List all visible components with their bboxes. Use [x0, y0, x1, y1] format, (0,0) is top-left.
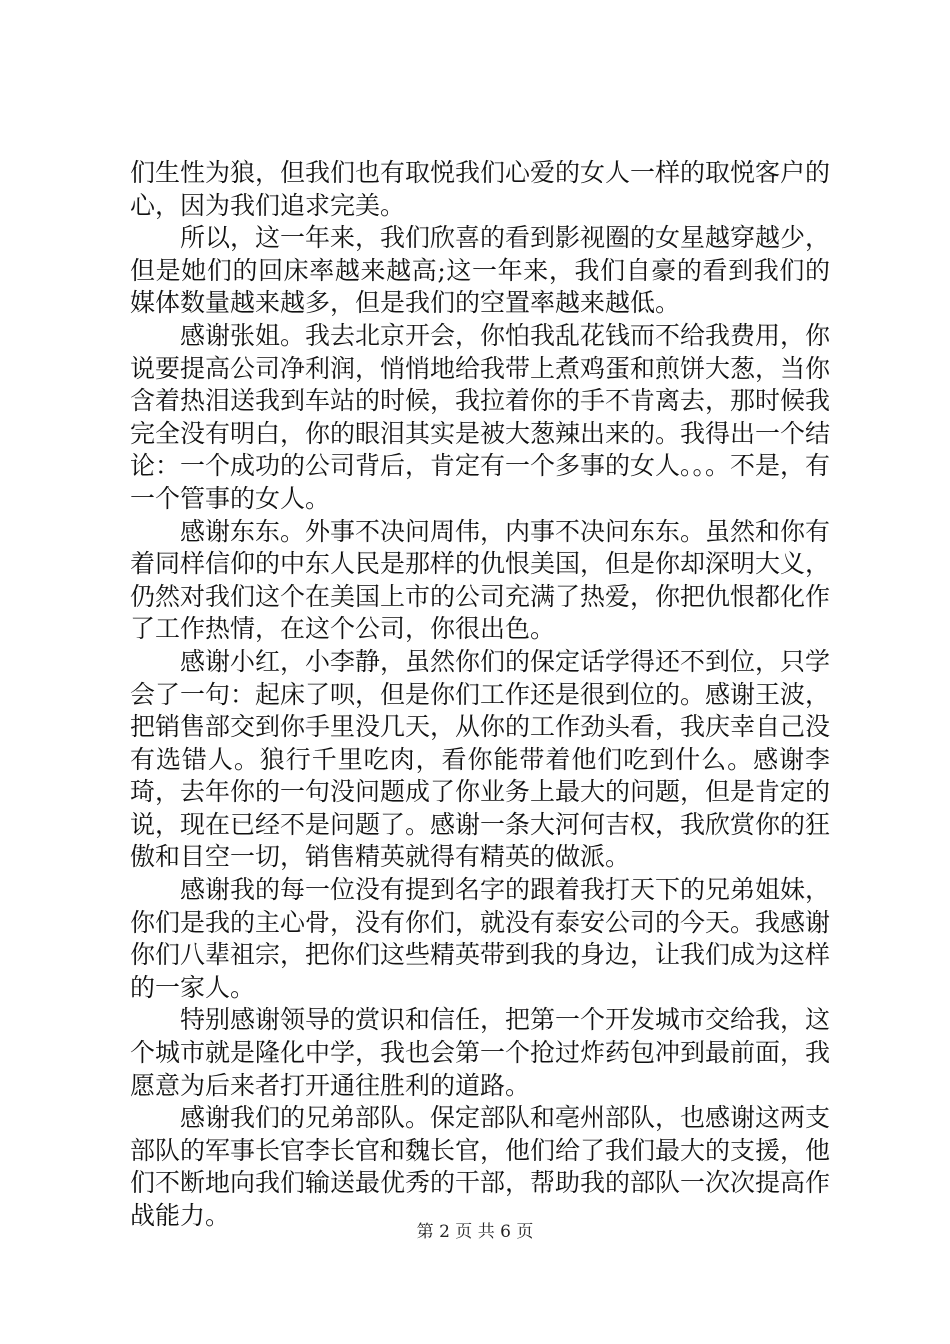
paragraph: 所以，这一年来，我们欣喜的看到影视圈的女星越穿越少，但是她们的回床率越来越高;这一年来，我们自豪的看到我们的媒体数量越来越多，但是我们的空置率越来越低。 — [130, 223, 831, 318]
paragraph: 们生性为狼，但我们也有取悦我们心爱的女人一样的取悦客户的心，因为我们追求完美。 — [130, 158, 831, 220]
paragraph: 感谢我的每一位没有提到名字的跟着我打天下的兄弟姐妹，你们是我的主心骨，没有你们，就没有泰安公司的今天。我感谢你们八辈祖宗，把你们这些精英带到我的身边，让我们成为这样的一家人。 — [130, 875, 831, 1002]
page-number-footer: 第 2 页 共 6 页 — [416, 1222, 534, 1242]
document-body — [130, 157, 830, 1233]
paragraph: 感谢东东。外事不决问周伟，内事不决问东东。虽然和你有着同样信仰的中东人民是那样的仇恨美国，但是你却深明大义，仍然对我们这个在美国上市的公司充满了热爱，你把仇恨都化作了工作热情，在这个公司，你很出色。 — [130, 516, 831, 644]
paragraph: 感谢小红，小李静，虽然你们的保定话学得还不到位，只学会了一句：起床了呗，但是你们工作还是很到位的。感谢王波，把销售部交到你手里没几天，从你的工作劲头看，我庆幸自己没有选错人。狼行千里吃肉，看你能带着他们吃到什么。感谢李琦，去年你的一句没问题成了你业务上最大的问题，但是肯定的说，现在已经不是问题了。感谢一条大河何吉权，我欣赏你的狂傲和目空一切，销售精英就得有精英的做派。 — [130, 646, 831, 872]
paragraph: 感谢张姐。我去北京开会，你怕我乱花钱而不给我费用，你说要提高公司净利润，悄悄地给我带上煮鸡蛋和煎饼大葱，当你含着热泪送我到车站的时候，我拉着你的手不肯离去，那时候我完全没有明白，你的眼泪其实是被大葱辣出来的。我得出一个结论：一个成功的公司背后，肯定有一个多事的女人。。。不是，有一个管事的女人。 — [130, 320, 831, 513]
paragraph: 特别感谢领导的赏识和信任，把第一个开发城市交给我，这个城市就是隆化中学，我也会第一个抢过炸药包冲到最前面，我愿意为后来者打开通往胜利的道路。 — [130, 1005, 831, 1100]
paragraph: 感谢我们的兄弟部队。保定部队和亳州部队，也感谢这两支部队的军事长官李长官和魏长官，他们给了我们最大的支援，他们不断地向我们输送最优秀的干部，帮助我的部队一次次提高作战能力。 — [130, 1103, 831, 1230]
